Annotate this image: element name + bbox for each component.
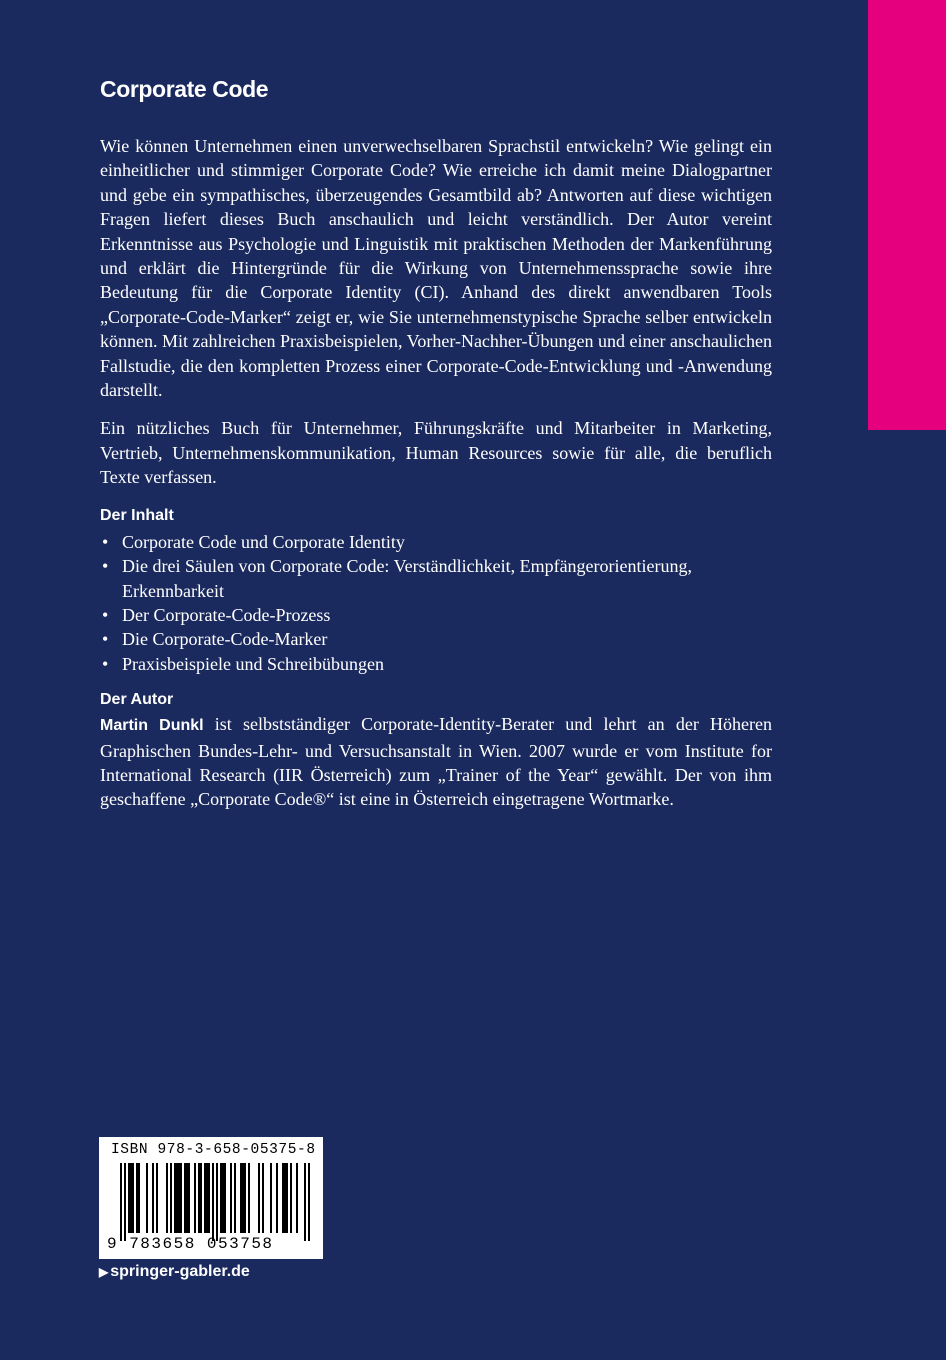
barcode-bar: [176, 1163, 178, 1233]
barcode-bar: [166, 1163, 168, 1233]
author-bio: [100, 712, 772, 812]
list-item: [100, 652, 772, 676]
contents-heading: Der Inhalt: [100, 506, 174, 524]
barcode-bar: [304, 1163, 306, 1241]
barcode-bar: [178, 1163, 180, 1233]
list-item: [100, 554, 772, 603]
barcode-bar: [240, 1163, 242, 1233]
author-name: Martin Dunkl: [100, 717, 204, 735]
list-item-text: Praxisbeispiele und Schreibübungen: [122, 653, 384, 674]
barcode-bar: [230, 1163, 232, 1233]
barcode-bar: [262, 1163, 264, 1233]
blurb-paragraph-1: Wie können Unternehmen einen unverwechselbaren Sprachstil entwickeln? Wie gelingt ein einheitlicher und stimmiger Corporate Code? Wie erreiche ich damit meine Dialogpartner und gebe ein sympathisches, überzeugendes Gesamtbild ab? Antworten auf diese wichtigen Fragen liefert dieses Buch anschaulich und leicht verständlich. Der Autor vereint Erkenntnisse aus Psychologie und Linguistik mit praktischen Methoden der Markenführung und erklärt die Hintergründe für die Wirkung von Unternehmenssprache sowie ihre Bedeutung für die Corporate Identity (CI). Anhand des direkt anwendbaren Tools „Corporate-Code-Marker“ zeigt er, wie Sie unternehmenstypische Sprache selber entwickeln können. Mit zahlreichen Praxisbeispielen, Vorher-Nachher-Übungen und einer anschaulichen Fallstudie, die den kompletten Prozess einer Corporate-Code-Entwicklung und -Anwendung darstellt.: [100, 136, 772, 401]
barcode-bar: [120, 1163, 122, 1241]
book-title: Corporate Code: [100, 76, 269, 102]
barcode-bar: [286, 1163, 288, 1233]
isbn-barcode: [99, 1137, 323, 1259]
barcode-bar: [282, 1163, 284, 1233]
magenta-accent-strip: [868, 0, 946, 430]
barcode-bar: [194, 1163, 196, 1233]
barcode-bar: [146, 1163, 148, 1233]
barcode-digits: 9 783658 053758: [107, 1235, 274, 1253]
barcode-bar: [156, 1163, 158, 1233]
barcode-bar: [174, 1163, 176, 1233]
bullet-icon: •: [102, 629, 109, 650]
barcode-bar: [290, 1163, 292, 1233]
barcode-bar: [224, 1163, 226, 1233]
barcode-bar: [212, 1163, 214, 1241]
bullet-icon: •: [102, 604, 109, 625]
barcode-bar: [184, 1163, 186, 1233]
arrow-icon: ▶: [99, 1265, 109, 1279]
barcode-bar: [308, 1163, 310, 1241]
back-cover-text: [100, 72, 772, 812]
barcode-bar: [170, 1163, 172, 1233]
barcode-bar: [208, 1163, 210, 1233]
barcode-bar: [180, 1163, 182, 1233]
barcode-bar: [204, 1163, 206, 1233]
bullet-icon: •: [102, 556, 109, 577]
barcode-bar: [234, 1163, 236, 1233]
barcode-bar: [244, 1163, 246, 1233]
author-heading: Der Autor: [100, 691, 174, 709]
list-item: [100, 530, 772, 554]
barcode-bar: [284, 1163, 286, 1233]
list-item-text: Corporate Code und Corporate Identity: [122, 531, 405, 552]
website-url: springer-gabler.de: [110, 1263, 250, 1280]
list-item: [100, 627, 772, 651]
barcode-bar: [152, 1163, 154, 1233]
bullet-icon: •: [102, 531, 109, 552]
barcode-bar: [198, 1163, 200, 1233]
barcode-bar: [276, 1163, 278, 1233]
barcode-bar: [248, 1163, 250, 1233]
list-item-text: Die drei Säulen von Corporate Code: Verständlichkeit, Empfängerorientierung, Erkennbarkeit: [122, 556, 693, 601]
bullet-icon: •: [102, 653, 109, 674]
barcode-bar: [124, 1163, 126, 1241]
barcode-bar: [216, 1163, 218, 1241]
barcode-bar: [270, 1163, 272, 1233]
isbn-label: ISBN 978-3-658-05375-8: [111, 1142, 316, 1158]
barcode-bar: [130, 1163, 132, 1233]
list-item-text: Der Corporate-Code-Prozess: [122, 604, 331, 625]
barcode-bar: [222, 1163, 224, 1233]
barcode-bar: [220, 1163, 222, 1233]
barcode-bar: [132, 1163, 134, 1233]
barcode-bar: [138, 1163, 140, 1233]
barcode-bar: [136, 1163, 138, 1233]
barcode-bar: [242, 1163, 244, 1233]
blurb-paragraph-2: Ein nützliches Buch für Unternehmer, Führungskräfte und Mitarbeiter in Marketing, Vertrieb, Unternehmenskommunikation, Human Resources sowie für alle, die beruflich Texte verfassen.: [100, 418, 772, 488]
author-bio-text: ist selbstständiger Corporate-Identity-Berater und lehrt an der Höheren Graphischen Bundes-Lehr- und Versuchsanstalt in Wien. 2007 wurde er vom Institute for International Research (IIR Österreich) zum „Trainer of the Year“ gewählt. Der von ihm geschaffene „Corporate Code®“ ist eine in Österreich eingetragene Wortmarke.: [100, 714, 773, 810]
contents-list: [100, 530, 772, 676]
barcode-bar: [128, 1163, 130, 1233]
barcode-icon: [120, 1163, 310, 1243]
barcode-bar: [200, 1163, 202, 1233]
barcode-bar: [188, 1163, 190, 1233]
publisher-website[interactable]: [99, 1263, 250, 1281]
barcode-bar: [206, 1163, 208, 1233]
barcode-bar: [186, 1163, 188, 1233]
barcode-bar: [296, 1163, 298, 1233]
list-item-text: Die Corporate-Code-Marker: [122, 629, 328, 650]
list-item: [100, 603, 772, 627]
barcode-bar: [258, 1163, 260, 1233]
